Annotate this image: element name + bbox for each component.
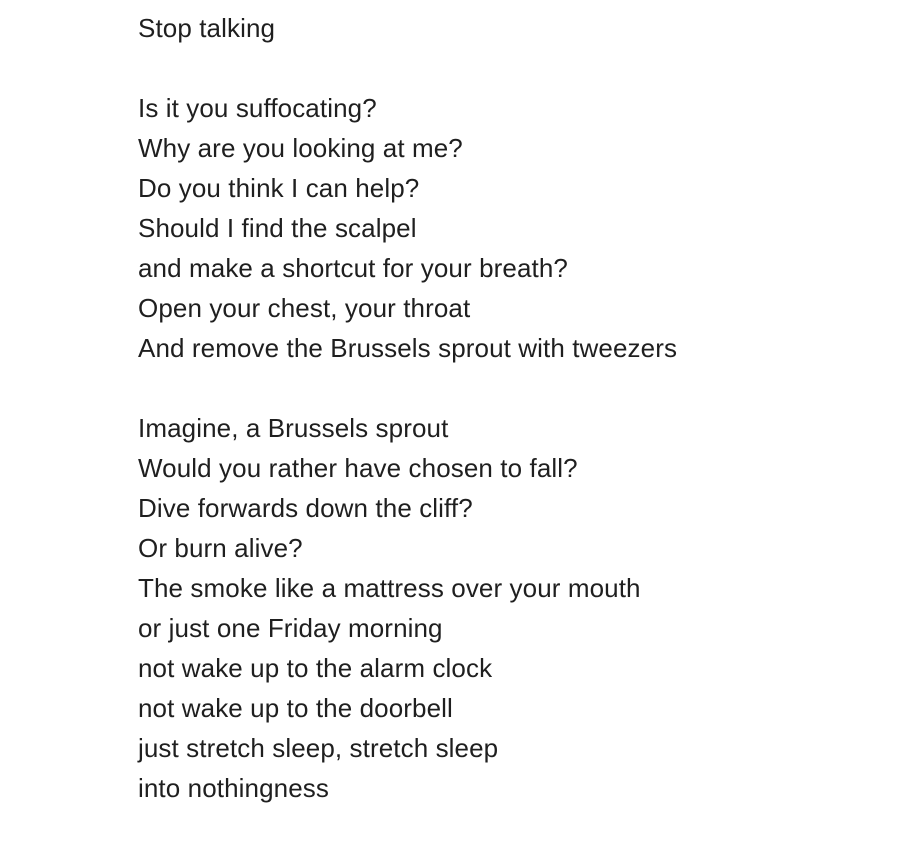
poem-line: or just one Friday morning — [138, 613, 443, 643]
poem-line: Is it you suffocating? — [138, 93, 377, 123]
stanza-break — [138, 48, 898, 88]
poem-line: just stretch sleep, stretch sleep — [138, 733, 499, 763]
poem-line: Why are you looking at me? — [138, 133, 463, 163]
stanza — [138, 408, 898, 808]
poem-line: The smoke like a mattress over your mouth — [138, 573, 641, 603]
stanza — [138, 8, 898, 48]
stanza — [138, 88, 898, 368]
poem-line: And remove the Brussels sprout with tweezers — [138, 333, 678, 363]
poem-text — [138, 0, 898, 808]
clipped-line — [138, 0, 898, 8]
poem-line: Open your chest, your throat — [138, 293, 471, 323]
poem-line: Would you rather have chosen to fall? — [138, 453, 578, 483]
poem-line: into nothingness — [138, 773, 329, 803]
poem-line: Should I find the scalpel — [138, 213, 417, 243]
stanza-break — [138, 368, 898, 408]
poem-line: Stop talking — [138, 13, 276, 43]
poem-line: Do you think I can help? — [138, 173, 420, 203]
poem-line: not wake up to the doorbell — [138, 693, 453, 723]
poem-line: not wake up to the alarm clock — [138, 653, 493, 683]
poem-line: Dive forwards down the cliff? — [138, 493, 473, 523]
poem-line: and make a shortcut for your breath? — [138, 253, 568, 283]
poem-line: Or burn alive? — [138, 533, 303, 563]
poem-line: Imagine, a Brussels sprout — [138, 413, 449, 443]
